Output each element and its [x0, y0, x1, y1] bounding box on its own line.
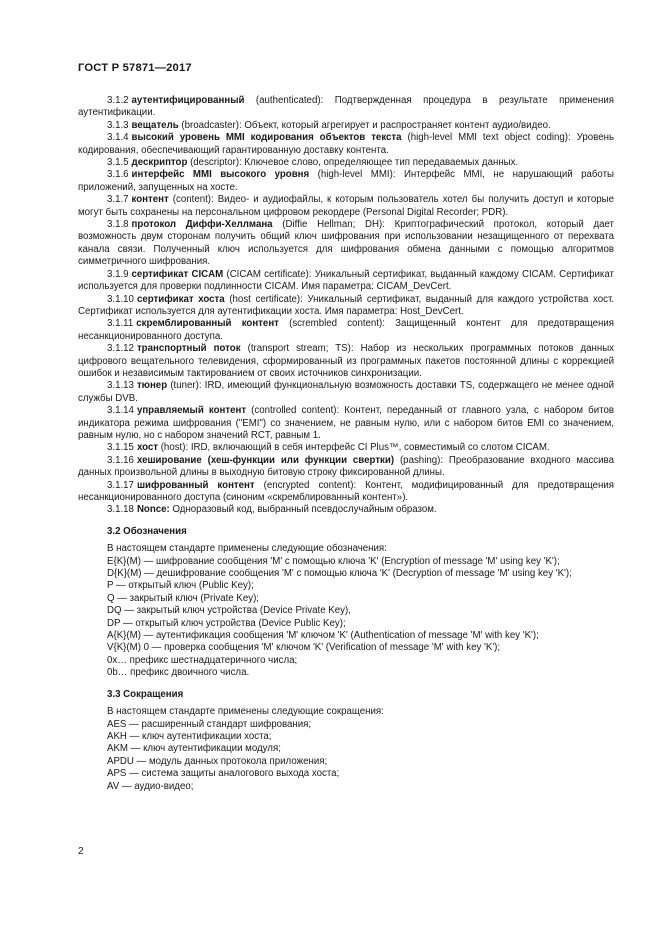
definition-item: [78, 318, 614, 343]
definition-number: 3.1.6: [107, 169, 129, 181]
definition-term: высокий уровень MMI кодирования объектов текста: [131, 132, 402, 144]
definition-text: (Diffie Hellman; DH): Криптографический протокол, который дает возможность двум сторонам получить общий ключ шифрования при использовании незащищенного от перехвата канала связи. Полученный ключ используется для шифрования обмена данными с помощью алгоритмов симметричного шифрования.: [78, 219, 614, 268]
definition-text: (transport stream; TS): Набор из нескольких программных потоков данных цифрового вещательного телевидения, сформированный из программных пакетов постоянной длины с коррекцией ошибок и независимым тактированием от своих источников синхронизации.: [78, 343, 614, 379]
definition-text: (broadcaster): Объект, который агрегирует и распространяет контент аудио/видео.: [178, 119, 551, 131]
definition-number: 3.1.13: [107, 380, 134, 392]
abbreviation-item: AES — расширенный стандарт шифрования;: [107, 718, 312, 730]
symbols-list: [78, 556, 614, 680]
definition-term: дескриптор: [131, 157, 188, 169]
definition-text: (content): Видео- и аудиофайлы, к которым пользователь хотел бы получить доступ и которые могут быть сохранены на персональном цифровом рекордере (Personal Digital Recorder; PDR).: [78, 194, 614, 218]
definition-text: (high-level MMI text object coding): Уровень кодирования, обеспечивающий гарантированную доставку контента.: [78, 132, 614, 156]
definition-item: [78, 120, 614, 132]
definition-number: 3.1.11: [107, 318, 134, 330]
definition-term: хеширование (хеш-функции или функции свертки): [136, 454, 395, 466]
definition-item: [78, 294, 614, 319]
section-intro-symbols: В настоящем стандарте применены следующие обозначения:: [107, 543, 387, 555]
abbreviation-item: APS — система защиты аналогового выхода хоста;: [107, 768, 340, 780]
definition-item: [78, 442, 614, 454]
definition-item: [78, 95, 614, 120]
definition-text: (host): IRD, включающий в себя интерфейс CI Plus™, совместимый со слотом CICAM.: [158, 442, 550, 454]
abbreviation-item: AKM — ключ аутентификации модуля;: [107, 743, 281, 755]
definition-text: (descriptor): Ключевое слово, определяющее тип передаваемых данных.: [187, 157, 519, 169]
definition-term: скремблированный контент: [136, 318, 279, 330]
definition-number: 3.1.3: [107, 119, 129, 131]
definition-term: транспортный поток: [136, 343, 241, 355]
symbol-item: A{K}(M) — аутентификация сообщения 'M' ключом 'K' (Authentication of message 'M' with key 'K');: [107, 630, 539, 642]
definition-number: 3.1.4: [107, 132, 129, 144]
definition-item: [78, 157, 614, 169]
symbol-item: DP — открытый ключ устройства (Device Public Key);: [107, 617, 346, 629]
definition-text: Одноразовый код, выбранный псевдослучайным образом.: [169, 504, 437, 516]
definition-item: [78, 480, 614, 505]
definition-number: 3.1.16: [107, 454, 134, 466]
definition-item: [78, 455, 614, 480]
definition-text: (host certificate): Уникальный сертификат, выданный для каждого устройства хост. Сертификат используется для аутентификации хоста. Имя параметра: Host_DevCert.: [78, 293, 615, 317]
definition-term: сертификат CICAM: [131, 268, 224, 280]
document-header: ГОСТ Р 57871—2017: [78, 62, 192, 74]
symbol-item: 0b… префикс двоичного числа.: [107, 667, 250, 679]
definition-number: 3.1.14: [107, 405, 134, 417]
symbol-item: DQ — закрытый ключ устройства (Device Private Key),: [107, 605, 351, 617]
definition-text: (high-level MMI): Интерфейс MMI, не нарушающий работы приложений, запущенных на хосте.: [78, 169, 614, 193]
definition-item: [78, 219, 614, 269]
definition-item: [78, 380, 614, 405]
definition-item: [78, 269, 614, 294]
definition-number: 3.1.18: [107, 504, 134, 516]
definition-text: (authenticated): Подтвержденная процедура в результате применения аутентификации.: [78, 95, 614, 119]
section-title-symbols: 3.2 Обозначения: [107, 525, 187, 537]
definition-item: [78, 169, 614, 194]
section-intro-abbreviations: В настоящем стандарте применены следующие сокращения:: [107, 706, 384, 718]
definition-number: 3.1.2: [107, 95, 129, 106]
definition-number: 3.1.10: [107, 293, 134, 305]
definition-item: [78, 132, 614, 157]
symbol-item: E{K}(M) — шифрование сообщения 'M' с помощью ключа 'K' (Encryption of message 'M' using key 'K');: [107, 555, 560, 567]
definition-number: 3.1.15: [107, 442, 134, 454]
symbol-item: Q — закрытый ключ (Private Key);: [107, 592, 259, 604]
definition-item: [78, 194, 614, 219]
definition-term: протокол Диффи-Хеллмана: [131, 219, 273, 231]
symbol-item: P — открытый ключ (Public Key);: [107, 580, 254, 592]
definition-term: тюнер: [136, 380, 168, 392]
definition-item: [78, 405, 614, 442]
definition-term: аутентифицированный: [131, 95, 245, 106]
abbreviation-item: AKH — ключ аутентификации хоста;: [107, 730, 272, 742]
definition-term: управляемый контент: [136, 405, 247, 417]
section-title-abbreviations: 3.3 Сокращения: [107, 688, 184, 700]
definition-number: 3.1.12: [107, 343, 134, 355]
page-number: 2: [78, 846, 84, 857]
definition-item: [78, 504, 614, 516]
definition-term: сертификат хоста: [136, 293, 225, 305]
definition-term: Nonce:: [136, 504, 170, 516]
definition-term: хост: [136, 442, 159, 454]
definition-text: (tuner): IRD, имеющий функциональную возможность доставки TS, содержащего не менее одной службы DVB.: [78, 380, 614, 404]
definition-term: контент: [131, 194, 169, 206]
document-body: [78, 95, 614, 793]
definition-item: [78, 343, 614, 380]
definition-number: 3.1.17: [107, 479, 134, 491]
definition-number: 3.1.9: [107, 268, 129, 280]
definitions-list: [78, 95, 614, 517]
definition-text: (encrypted content): Контент, модифицированный для предотвращения несанкционированного доступа (синоним «скремблированный контент»).: [78, 479, 614, 503]
symbol-item: 0x… префикс шестнадцатеричного числа;: [107, 654, 298, 666]
definition-term: интерфейс MMI высокого уровня: [131, 169, 310, 181]
abbreviation-item: AV — аудио-видео;: [107, 780, 194, 792]
definition-term: вещатель: [131, 119, 179, 131]
abbreviations-list: [78, 719, 614, 793]
definition-text: (controlled content): Контент, переданный от главного узла, с набором битов индикатора режима шифрования ("EMI") со значением, не равным нулю, или с набором битов EMI со значением, равным нулю, но с набором значений RCT, равным 1.: [78, 405, 614, 441]
definition-text: (CICAM certificate): Уникальный сертификат, выданный каждому CICAM. Сертификат используется для проверки подлинности CICAM. Имя параметра: CICAM_DevCert.: [78, 268, 614, 293]
definition-term: шифрованный контент: [136, 479, 255, 491]
definition-text: (pashing): Преобразование входного массива данных произвольной длины в выходную битовую строку фиксированной длины.: [78, 454, 614, 479]
definition-number: 3.1.8: [107, 219, 129, 231]
abbreviation-item: APDU — модуль данных протокола приложения;: [107, 755, 328, 767]
symbol-item: V{K}(M) 0 — проверка сообщения 'M' ключом 'K' (Verification of message 'M' with key 'K');: [107, 642, 501, 654]
definition-number: 3.1.5: [107, 157, 129, 169]
symbol-item: D{K}(M) — дешифрование сообщения 'M' с помощью ключа 'K' (Decryption of message 'M' using key 'K');: [107, 568, 572, 580]
definition-number: 3.1.7: [107, 194, 129, 206]
definition-text: (scrembled content): Защищенный контент для предотвращения несанкционированного доступа.: [78, 318, 614, 342]
